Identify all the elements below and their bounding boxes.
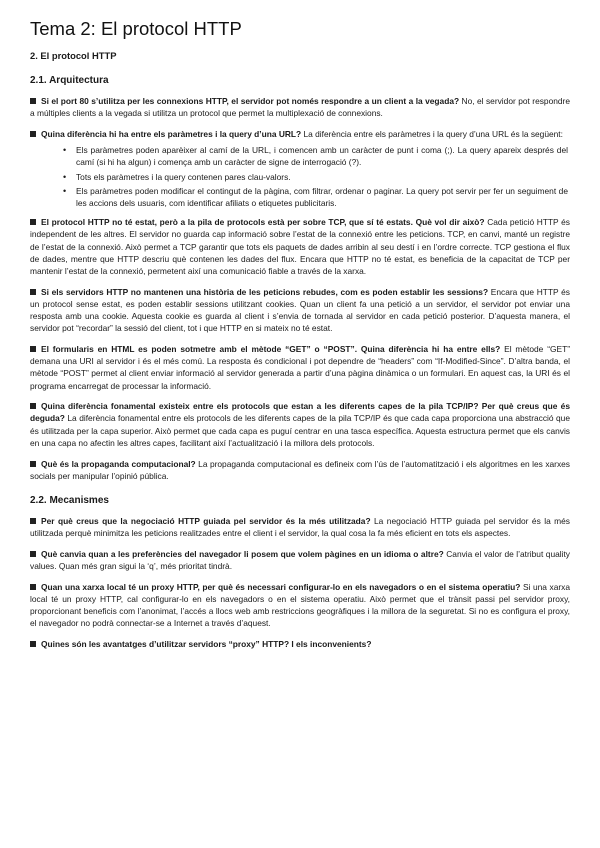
question-text: Quan una xarxa local té un proxy HTTP, per què és necessari configurar-lo en els navegadors o en el sistema operatiu? <box>41 581 521 592</box>
document-title: Tema 2: El protocol HTTP <box>30 18 242 39</box>
qa-item <box>30 128 570 140</box>
question-text: Què canvia quan a les preferències del navegador li posem que volem pàgines en un idioma o altre? <box>41 548 444 559</box>
qa-item <box>30 548 570 572</box>
answer-text: Canvia el valor de l’atribut quality values. Quan més gran sigui la ‘q’, més prioritat tindrà. <box>30 548 570 572</box>
qa-item <box>30 286 570 335</box>
answer-text: Cada petició HTTP és independent de les altres. El servidor no guarda cap informació sobre l’estat de la connexió entre les peticions. TCP, en canvi, manté un registre de l’estat de la connexió. Això permet a TCP garantir que tots els paquets de dades arribin al seu destí i en l’ordre correcte. TCP gestiona el flux de dades, mentre que HTTP descriu què contenen les dades del flux. Encara que HTTP no té estat, es beneficia de la capacitat de TCP per mantenir l’estat de la connexió, permetent així una comunicació fiable a través de la xarxa. <box>30 217 570 276</box>
question-text: Quina diferència hi ha entre els paràmetres i la query d’una URL? <box>41 128 302 139</box>
list-item: • Els paràmetres poden modificar el contingut de la pàgina, com filtrar, ordenar o paginar. La query pot servir per fer un seguiment de les accions dels usuaris, com identificar afiliats o etiquetes publicitaris. <box>76 185 570 209</box>
square-bullet-icon <box>30 346 36 352</box>
answer-text: Si una xarxa local té un proxy HTTP, cal configurar-lo en els navegadors o en el sistema operatiu. Això permet que el trànsit passi pel servidor proxy, proporcionant beneficis com l’anonimat, l’accés a llocs web amb restriccions geogràfiques i la millora de la seguretat. Si no es configura el proxy, el navegador no podrà connectar-se a Internet a través d’aquest. <box>30 581 570 629</box>
answer-text: El mètode “GET” demana una URI al servidor i és el més comú. La resposta és condicional i pot dependre de “headers” com “If-Modified-Since”. D’altra banda, el mètode “POST” permet al client enviar informació al servidor generada a partir d’una pàgina dinàmica o un formulari. En aquest cas, la URI és el programa encarregat de processar la informació. <box>30 343 570 391</box>
square-bullet-icon <box>30 584 36 590</box>
qa-item <box>30 95 570 119</box>
qa-item <box>30 216 570 277</box>
square-bullet-icon <box>30 403 36 409</box>
question-text: Quines són les avantatges d’utilitzar servidors “proxy” HTTP? I els inconvenients? <box>41 639 372 650</box>
question-text: El protocol HTTP no té estat, però a la pila de protocols està per sobre TCP, que sí té estats. Què vol dir això? <box>41 217 485 228</box>
section-heading: 2. El protocol HTTP <box>30 50 117 61</box>
answer-text: Encara que HTTP és un protocol sense estat, es poden establir sessions utilitzant cookies. Quan un client fa una petició a un servidor, el servidor pot enviar una resposta amb una cookie. Aquesta cookie es guarda al client i s’envia de tornada al servidor en cada petició posterior. D’aquesta manera, el servidor pot “recordar” la sessió del client, tot i que HTTP en si mateix no té estat. <box>30 286 570 334</box>
square-bullet-icon <box>30 131 36 137</box>
question-text: Quina diferència fonamental existeix entre els protocols que estan a les diferents capes de la pila TCP/IP? Per què creus que és deguda? <box>30 401 570 424</box>
answer-list <box>30 144 570 209</box>
qa-item <box>30 581 570 630</box>
question-text: Si el port 80 s’utilitza per les connexions HTTP, el servidor pot només respondre a un client a la vegada? <box>41 96 460 106</box>
answer-text: La propaganda computacional es defineix com l’ús de l’automatització i els algoritmes en les xarxes socials per manipular l’opinió pública. <box>30 458 570 481</box>
square-bullet-icon <box>30 98 36 104</box>
qa-item <box>30 515 570 539</box>
qa-item <box>30 343 570 392</box>
question-text: Per què creus que la negociació HTTP guiada pel servidor és la més utilitzada? <box>41 515 371 526</box>
square-bullet-icon <box>30 219 36 225</box>
answer-text: La diferència fonamental entre els protocols de les diferents capes de la pila TCP/IP és que cada capa proporciona una abstracció que és utilitzada per la capa superior. Això permet que cada capa es puguí centrar en una tasca específica. Aquesta estructura permet que els canvis en una capa no afectin les altres capes, facilitant així l’actualització i la millora dels protocols. <box>30 413 570 448</box>
square-bullet-icon <box>30 641 36 647</box>
square-bullet-icon <box>30 289 36 295</box>
qa-item <box>30 458 570 482</box>
square-bullet-icon <box>30 551 36 557</box>
answer-text: No, el servidor pot respondre a múltiples clients a la vegada si utilitza un protocol que permet la multiplexació de connexions. <box>30 96 571 119</box>
list-item: • Tots els paràmetres i la query contenen pares clau-valors. <box>76 171 570 183</box>
list-item: • Els paràmetres poden aparèixer al camí de la URL, i comencen amb un caràcter de punt i coma (;). La query apareix després del camí (si hi ha algun) i comença amb un caràcter de signe de interrogació (?). <box>76 144 570 168</box>
square-bullet-icon <box>30 518 36 524</box>
answer-text: La diferència entre els paràmetres i la query d’una URL és la següent: <box>301 128 563 139</box>
question-text: El formularis en HTML es poden sotmetre amb el mètode “GET” o “POST”. Quina diferència hi ha entre ells? <box>41 343 501 354</box>
qa-item <box>30 638 570 650</box>
qa-item <box>30 400 570 449</box>
square-bullet-icon <box>30 461 36 467</box>
answer-text: La negociació HTTP guiada pel servidor és la més utilitzada perquè minimitza les peticions realitzades entre el client i el servidor, la qual cosa la fa més eficient en tots els aspectes. <box>30 515 570 539</box>
subsection-heading-mecanismes: 2.2. Mecanismes <box>30 494 109 506</box>
question-text: Què és la propaganda computacional? <box>41 458 196 469</box>
subsection-heading-arquitectura: 2.1. Arquitectura <box>30 75 109 86</box>
question-text: Si els servidors HTTP no mantenen una història de les peticions rebudes, com es poden establir les sessions? <box>41 286 489 297</box>
